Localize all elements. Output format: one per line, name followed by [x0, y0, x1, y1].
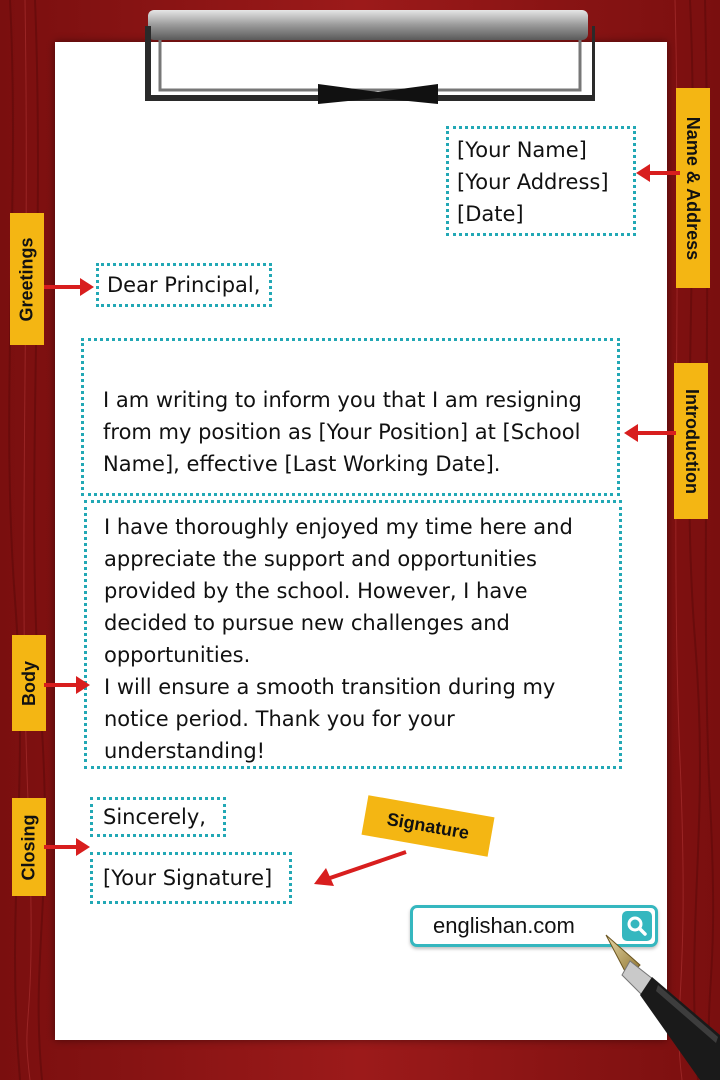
intro-line: Name], effective [Last Working Date]. [103, 452, 501, 476]
signature-block [90, 852, 292, 904]
label-closing [12, 798, 46, 896]
arrow-greetings [44, 276, 96, 298]
arrow-introduction [622, 422, 676, 444]
label-name-address-text: Name & Address [683, 116, 704, 260]
arrow-signature [310, 848, 410, 890]
sender-block [446, 126, 636, 236]
intro-line: I am writing to inform you that I am resigning [103, 388, 582, 412]
closing-block [90, 797, 226, 837]
label-greetings-text: Greetings [16, 236, 37, 322]
clipboard-clip [140, 6, 595, 106]
body-line: understanding! [104, 739, 266, 763]
body-line: decided to pursue new challenges and [104, 611, 510, 635]
label-introduction [674, 363, 708, 519]
letter-date: [Date] [457, 202, 524, 226]
arrow-body [44, 674, 92, 696]
body-line: notice period. Thank you for your [104, 707, 455, 731]
sender-address: [Your Address] [457, 170, 609, 194]
signature-text: [Your Signature] [103, 866, 273, 890]
arrow-closing [44, 836, 92, 858]
label-signature-text: Signature [385, 808, 471, 843]
sender-name: [Your Name] [457, 138, 587, 162]
greeting-block [96, 263, 272, 307]
label-name-address [676, 88, 710, 288]
body-line: I will ensure a smooth transition during my [104, 675, 556, 699]
label-introduction-text: Introduction [681, 388, 702, 494]
arrow-name-address [634, 162, 682, 184]
site-url: englishan.com [433, 913, 575, 938]
body-line: provided by the school. However, I have [104, 579, 528, 603]
body-line: I have thoroughly enjoyed my time here and [104, 515, 573, 539]
label-body-text: Body [18, 660, 39, 706]
body-block [84, 500, 622, 769]
label-greetings [10, 213, 44, 345]
greeting-text: Dear Principal, [107, 273, 261, 297]
body-line: appreciate the support and opportunities [104, 547, 537, 571]
intro-line: from my position as [Your Position] at [School [103, 420, 581, 444]
label-closing-text: Closing [18, 814, 39, 880]
label-body [12, 635, 46, 731]
introduction-block [81, 338, 620, 496]
body-line: opportunities. [104, 643, 251, 667]
fountain-pen-icon [600, 925, 720, 1080]
closing-text: Sincerely, [103, 805, 206, 829]
